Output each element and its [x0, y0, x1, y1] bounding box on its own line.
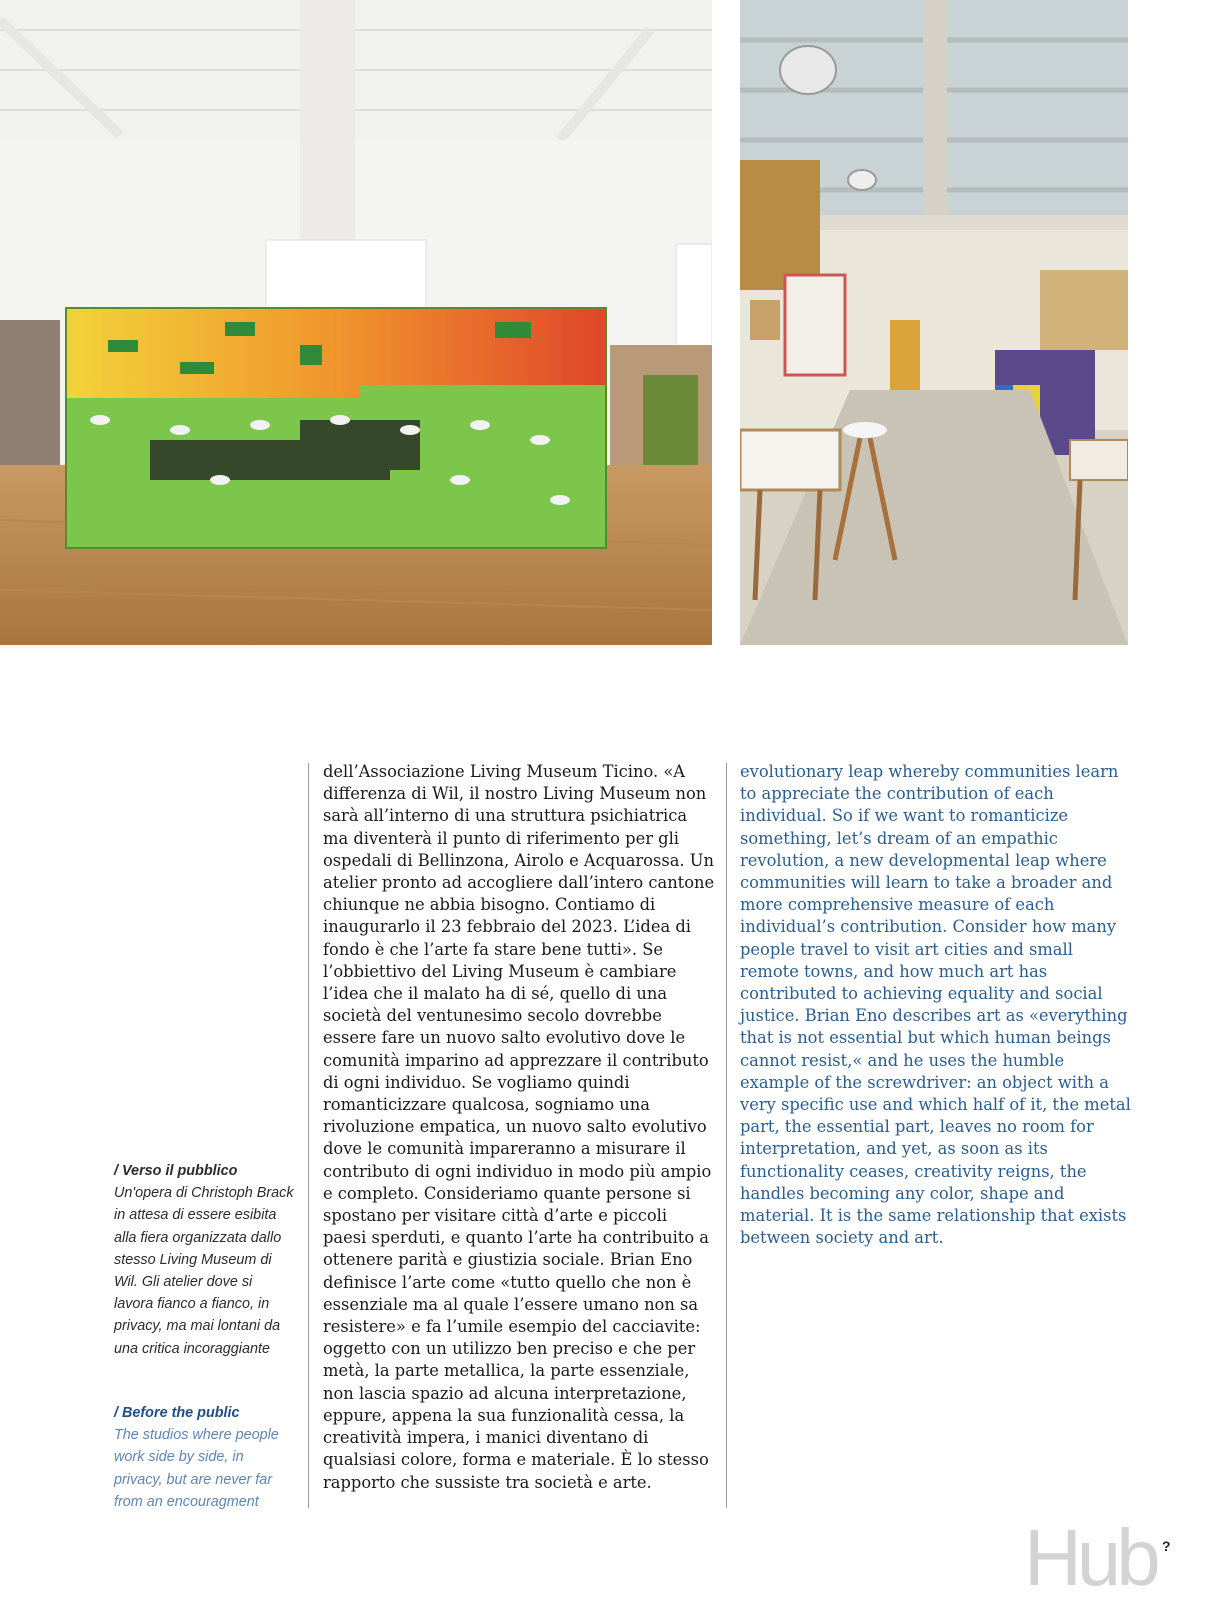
article-text-italian: dell’Associazione Living Museum Ticino. «A differenza di Wil, il nostro Living Museum non sarà all’interno di una struttura psichiatrica ma diventerà il punto di riferimento per gli ospedali di Bellinzona, Airolo e Acquarossa. Un atelier pronto ad accogliere dall’intero cantone chiunque ne abbia bisogno. Contiamo di inaugurarlo il 23 febbraio del 2023. L’idea di fondo è che l’arte fa stare bene tutti». Se l’obbiettivo del Living Museum è cambiare l’idea che il malato ha di sé, quello di una società del ventunesimo secolo dovrebbe essere fare un nuovo salto evolutivo dove le comunità imparino ad apprezzare il contributo di ogni individuo. Se vogliamo quindi romanticizzare qualcosa, sogniamo una rivoluzione empatica, un nuovo salto evolutivo dove le comunità impareranno a misurare il contributo di ogni individuo in modo più ampio e completo. Consideriamo quante persone si spostano per visitare città d’arte e piccoli paesi sperduti, e quanto l’arte ha contribuito a ottenere parità e giustizia sociale. Brian Eno definisce l’arte come «tutto quello che non è essenziale ma al quale l’essere umano non sa resistere» e fa l’umile esempio del cacciavite: oggetto con un utilizzo ben preciso e che per metà, la parte metallica, la parte essenziale, non lascia spazio ad alcuna interpretazione, eppure, appena la sua funzionalità cessa, la creatività impera, i manici diventano di qualsiasi colore, forma e materiale. È lo stesso rapporto che sussiste tra società e arte. — [323, 762, 715, 1492]
photo-painting-on-floor — [0, 0, 712, 645]
article-text-english: evolutionary leap whereby communities learn to appreciate the contribution of each individual. So if we want to romanticize something, let’s dream of an empathic revolution, a new developmental leap where communities will learn to take a broader and more comprehensive measure of each individual’s contribution. Consider how many people travel to visit art cities and small remote towns, and how much art has contributed to achieving equality and social justice. Brian Eno describes art as «everything that is not essential but which human beings cannot resist,« and he uses the humble example of the screwdriver: an object with a very specific use and which half of it, the metal part, the essential part, leaves no room for interpretation, and yet, as soon as its functionality ceases, creativity reigns, the handles becoming any color, shape and material. It is the same relationship that exists between society and art. — [740, 762, 1131, 1248]
article-column-english — [740, 761, 1132, 1249]
column-divider-left — [308, 763, 309, 1508]
caption-heading-italian: / Verso il pubblico — [114, 1163, 238, 1179]
article-column-italian — [323, 761, 715, 1494]
caption-body-italian: Un'opera di Christoph Brack in attesa di essere esibita alla fiera organizzata dallo stesso Living Museum di Wil. Gli atelier dove si lavora fianco a fianco, in privacy, ma mai lontani da una critica incoraggiante — [114, 1185, 294, 1357]
caption-heading-english: / Before the public — [114, 1405, 240, 1421]
caption-body-english: The studios where people work side by side, in privacy, but are never far from an encouragment — [114, 1427, 279, 1510]
photo-caption-english — [114, 1402, 294, 1513]
photo-art-studio — [740, 0, 1128, 645]
column-divider-right — [726, 763, 727, 1508]
page-number: ? — [1162, 1538, 1171, 1554]
photo-caption-italian — [114, 1160, 294, 1360]
hub-logo: Hub — [1024, 1513, 1156, 1602]
